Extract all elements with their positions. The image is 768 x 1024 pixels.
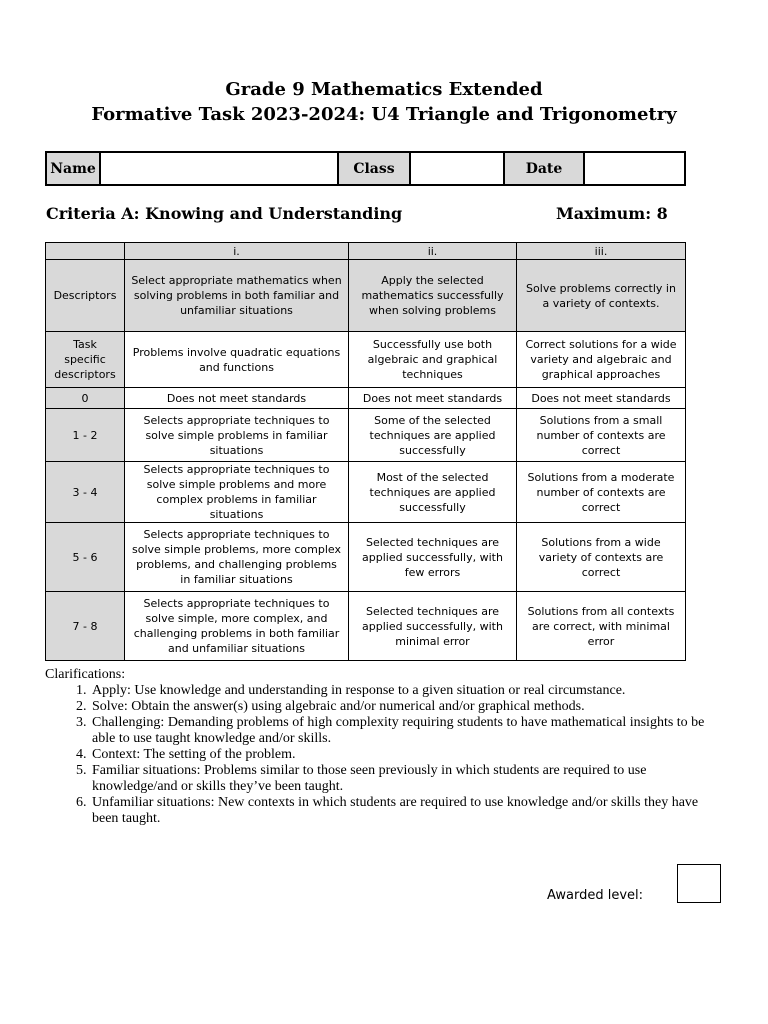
clarification-item: 4. Context: The setting of the problem. xyxy=(90,747,725,763)
awarded-level-box[interactable] xyxy=(677,864,721,903)
clarification-item: 6. Unfamiliar situations: New contexts in which students are required to use knowledge and/or skills they have been taught. xyxy=(90,795,725,827)
rubric-row-label: 7 - 8 xyxy=(46,592,125,661)
rubric-cell: Solutions from all contexts are correct, with minimal error xyxy=(517,592,686,661)
rubric-row-descriptors xyxy=(46,260,686,332)
criteria-maximum: Maximum: 8 xyxy=(556,204,668,223)
rubric-cell: Some of the selected techniques are applied successfully xyxy=(349,409,517,462)
rubric-column-header: ii. xyxy=(349,243,517,260)
rubric-cell: Selected techniques are applied successfully, with minimal error xyxy=(349,592,517,661)
clarifications-title: Clarifications: xyxy=(45,667,126,682)
class-field[interactable] xyxy=(410,152,504,185)
rubric-row-label: 3 - 4 xyxy=(46,462,125,523)
rubric-cell: Most of the selected techniques are applied successfully xyxy=(349,462,517,523)
rubric-row-label: 5 - 6 xyxy=(46,523,125,592)
rubric-column-header: iii. xyxy=(517,243,686,260)
awarded-level-label: Awarded level: xyxy=(547,888,644,903)
rubric-row-level-0 xyxy=(46,388,686,409)
rubric-cell: Selects appropriate techniques to solve simple problems and more complex problems in familiar situations xyxy=(125,462,349,523)
rubric-row-label: 1 - 2 xyxy=(46,409,125,462)
name-label: Name xyxy=(46,152,100,185)
rubric-cell: Correct solutions for a wide variety and algebraic and graphical approaches xyxy=(517,332,686,388)
rubric-table xyxy=(45,242,686,661)
rubric-cell: Successfully use both algebraic and graphical techniques xyxy=(349,332,517,388)
rubric-row-level-3-4 xyxy=(46,462,686,523)
clarification-item: 5. Familiar situations: Problems similar to those seen previously in which students are required to use knowledge/and or skills they’ve been taught. xyxy=(90,763,725,795)
date-label: Date xyxy=(504,152,584,185)
student-info-table xyxy=(45,151,686,186)
class-label: Class xyxy=(338,152,410,185)
clarification-item: 3. Challenging: Demanding problems of high complexity requiring students to have mathematical insights to be able to use taught knowledge and/or skills. xyxy=(90,715,725,747)
document-subtitle: Formative Task 2023-2024: U4 Triangle and Trigonometry xyxy=(91,104,677,125)
rubric-cell: Apply the selected mathematics successfully when solving problems xyxy=(349,260,517,332)
rubric-cell: Solutions from a wide variety of contexts are correct xyxy=(517,523,686,592)
rubric-cell: Selects appropriate techniques to solve simple, more complex, and challenging problems in both familiar and unfamiliar situations xyxy=(125,592,349,661)
clarification-item: 1. Apply: Use knowledge and understanding in response to a given situation or real circumstance. xyxy=(90,683,725,699)
document-title: Grade 9 Mathematics Extended xyxy=(225,79,543,100)
rubric-row-label: Task specific descriptors xyxy=(46,332,125,388)
rubric-row-label: 0 xyxy=(46,388,125,409)
rubric-header-row xyxy=(46,243,686,260)
clarification-item: 2. Solve: Obtain the answer(s) using algebraic and/or numerical and/or graphical methods. xyxy=(90,699,725,715)
rubric-cell: Does not meet standards xyxy=(125,388,349,409)
rubric-cell: Solve problems correctly in a variety of contexts. xyxy=(517,260,686,332)
rubric-row-level-7-8 xyxy=(46,592,686,661)
rubric-cell: Does not meet standards xyxy=(349,388,517,409)
rubric-corner-cell xyxy=(46,243,125,260)
rubric-row-level-5-6 xyxy=(46,523,686,592)
rubric-cell: Solutions from a small number of contexts are correct xyxy=(517,409,686,462)
rubric-row-task-specific xyxy=(46,332,686,388)
criteria-title: Criteria A: Knowing and Understanding xyxy=(46,204,403,223)
rubric-cell: Selected techniques are applied successfully, with few errors xyxy=(349,523,517,592)
rubric-cell: Problems involve quadratic equations and functions xyxy=(125,332,349,388)
rubric-cell: Solutions from a moderate number of contexts are correct xyxy=(517,462,686,523)
rubric-cell: Select appropriate mathematics when solving problems in both familiar and unfamiliar situations xyxy=(125,260,349,332)
clarifications-list xyxy=(45,683,725,827)
rubric-row-label: Descriptors xyxy=(46,260,125,332)
rubric-column-header: i. xyxy=(125,243,349,260)
date-field[interactable] xyxy=(584,152,685,185)
rubric-row-level-1-2 xyxy=(46,409,686,462)
rubric-cell: Selects appropriate techniques to solve simple problems in familiar situations xyxy=(125,409,349,462)
rubric-cell: Selects appropriate techniques to solve simple problems, more complex problems, and challenging problems in familiar situations xyxy=(125,523,349,592)
rubric-cell: Does not meet standards xyxy=(517,388,686,409)
name-field[interactable] xyxy=(100,152,338,185)
